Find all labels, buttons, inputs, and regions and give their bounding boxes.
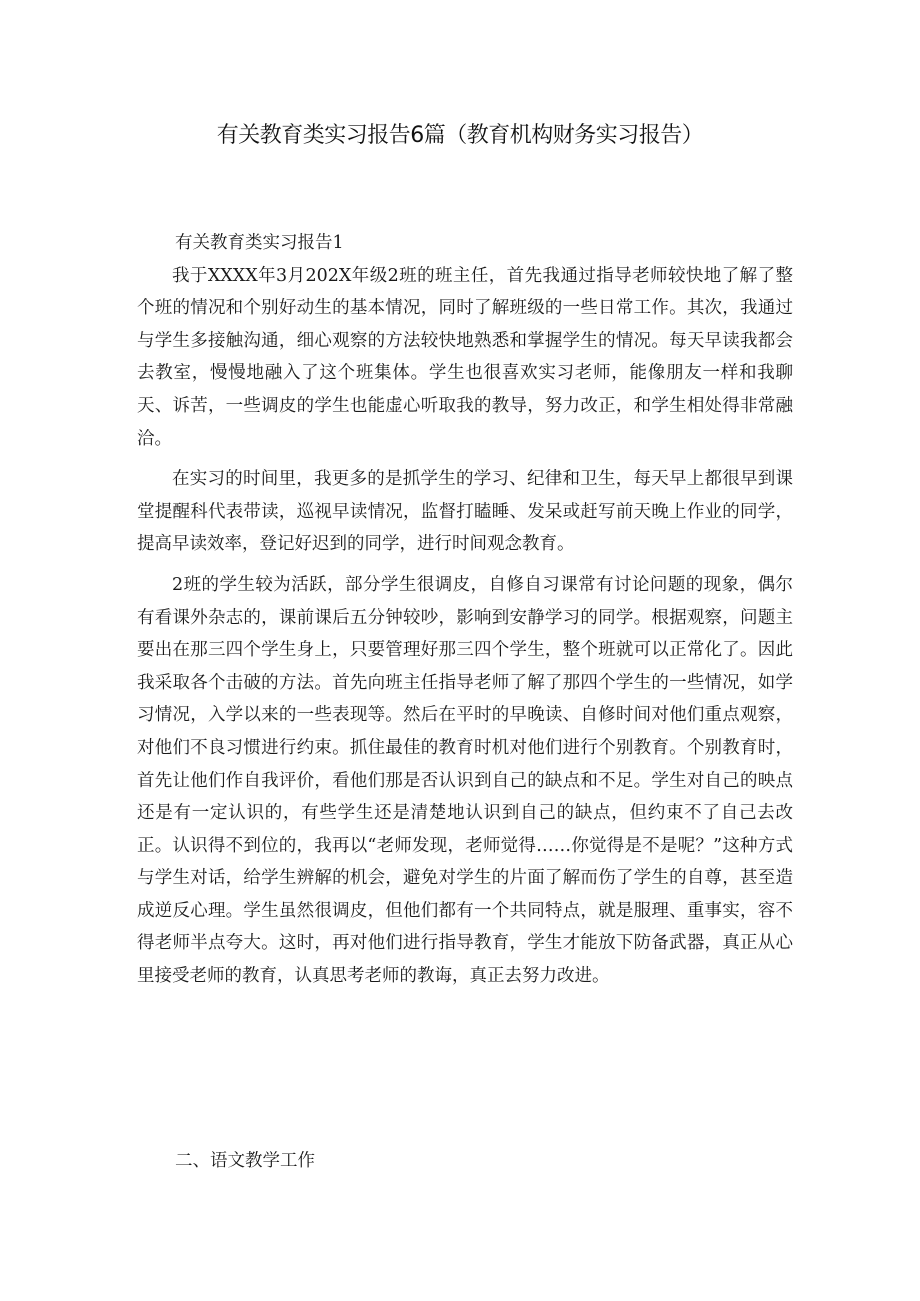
paragraph-2: 在实习的时间里，我更多的是抓学生的学习、纪律和卫生，每天早上都很早到课堂提醒科代表带读，巡视早读情况，监督打瞌睡、发呆或赶写前天晚上作业的同学，提高早读效率，登记好迟到的同学，进行时间观念教育。: [137, 469, 793, 555]
document-title: 有关教育类实习报告6篇（教育机构财务实习报告）: [216, 123, 704, 148]
sub-heading-chinese-teaching: 二、语文教学工作: [175, 1151, 315, 1171]
document-body: [137, 227, 793, 1001]
paragraph-3: 2班的学生较为活跃，部分学生很调皮，自修自习课常有讨论问题的现象，偶尔有看课外杂志的，课前课后五分钟较吵，影响到安静学习的同学。根据观察，问题主要出在那三四个学生身上，只要管理好那三四个学生，整个班就可以正常化了。因此我采取各个击破的方法。首先向班主任指导老师了解了那四个学生的一些情况，如学习情况，入学以来的一些表现等。然后在平时的早晚读、自修时间对他们重点观察，对他们不良习惯进行约束。抓住最佳的教育时机对他们进行个别教育。个别教育时，首先让他们作自我评价，看他们那是否认识到自己的缺点和不足。学生对自己的映点还是有一定认识的，有些学生还是清楚地认识到自己的缺点，但约束不了自己去改正。认识得不到位的，我再以“老师发现，老师觉得……你觉得是不是呢？”这种方式与学生对话，给学生辨解的机会，避免对学生的片面了解而伤了学生的自尊，甚至造成逆反心理。学生虽然很调皮，但他们都有一个共同特点，就是服理、重事实，容不得老师半点夸大。这时，再对他们进行指导教育，学生才能放下防备武器，真正从心里接受老师的教育，认真思考老师的教诲，真正去努力改进。: [137, 574, 793, 987]
section-heading: 有关教育类实习报告1: [175, 233, 344, 253]
paragraph-1: 我于XXXX年3月202X年级2班的班主任，首先我通过指导老师较快地了解了整个班的情况和个别好动生的基本情况，同时了解班级的一些日常工作。其次，我通过与学生多接触沟通，细心观察的方法较快地熟悉和掌握学生的情况。每天早读我都会去教室，慢慢地融入了这个班集体。学生也很喜欢实习老师，能像朋友一样和我聊天、诉苦，一些调皮的学生也能虚心听取我的教导，努力改正，和学生相处得非常融洽。: [137, 265, 793, 449]
